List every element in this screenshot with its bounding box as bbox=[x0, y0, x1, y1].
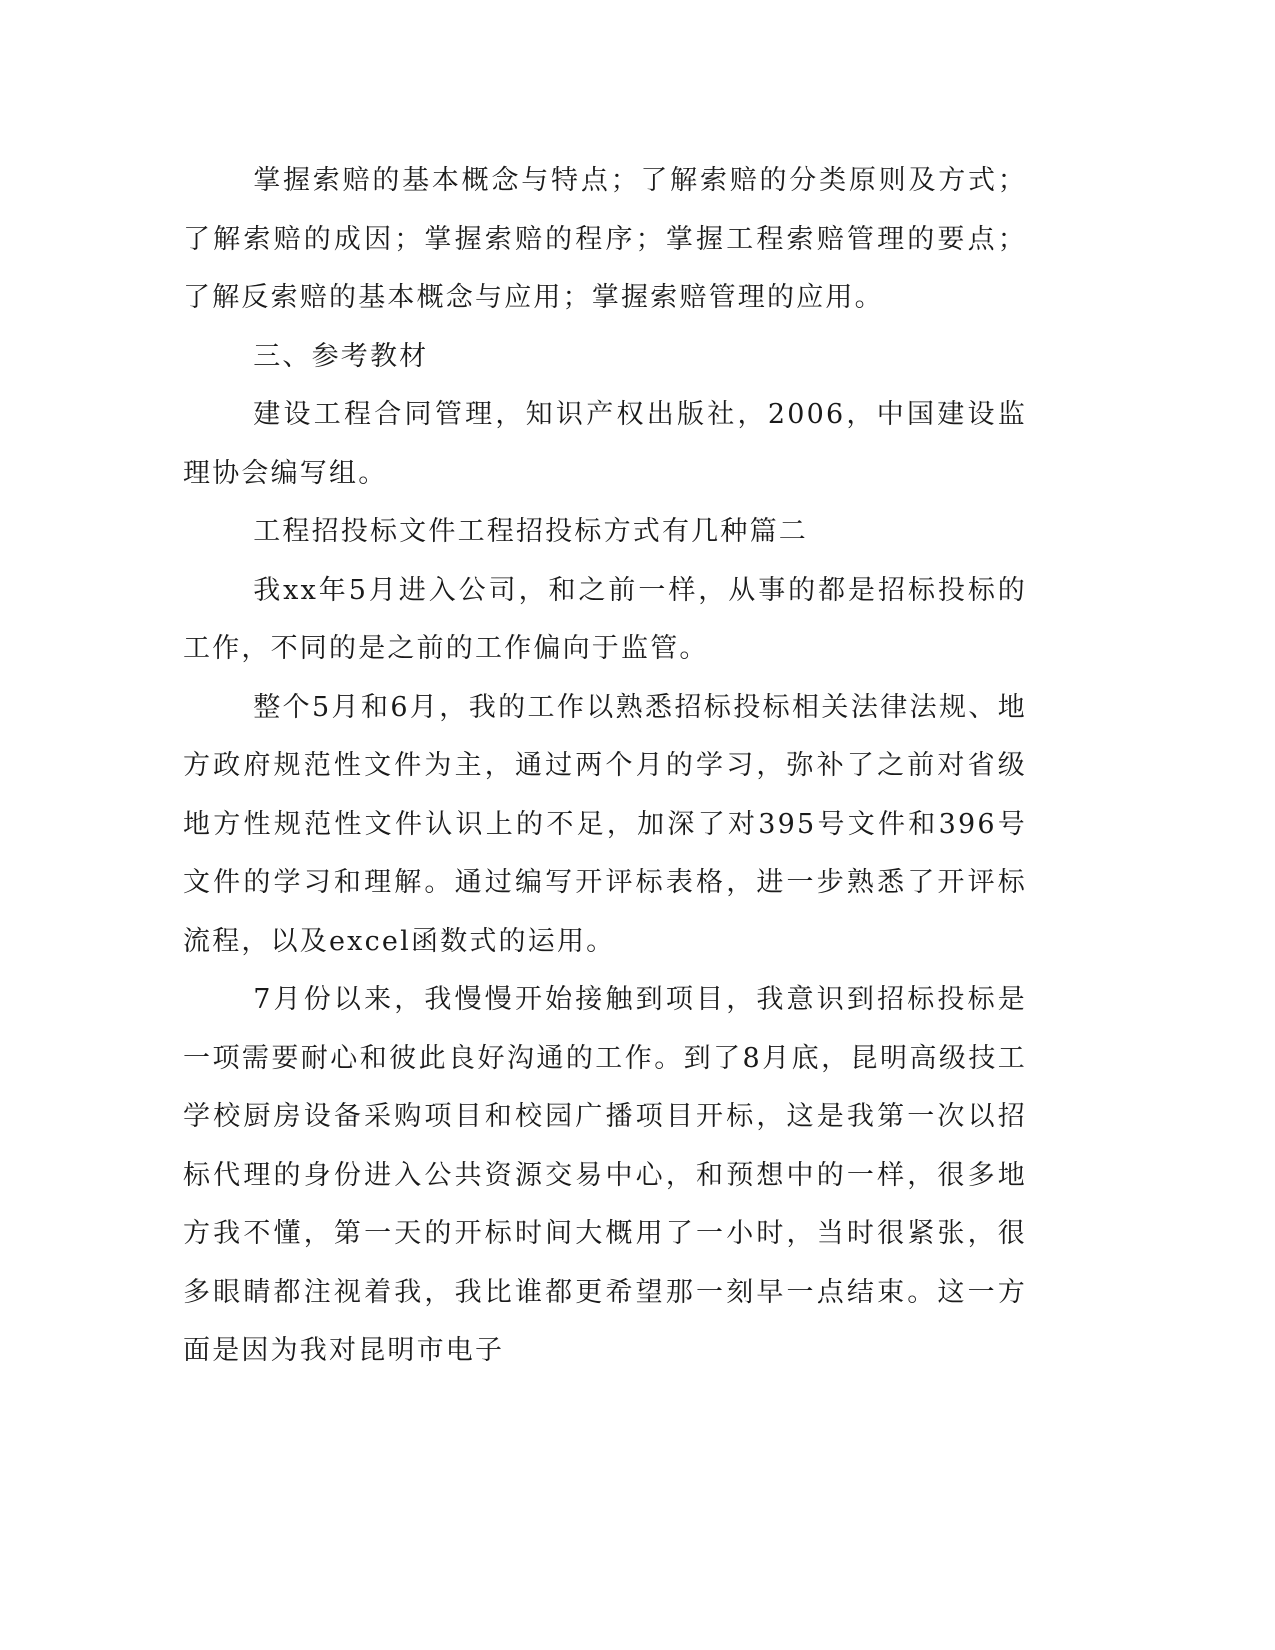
paragraph-july-onwards: 7月份以来，我慢慢开始接触到项目，我意识到招标投标是一项需要耐心和彼此良好沟通的工作。到了8月底，昆明高级技工学校厨房设备采购项目和校园广播项目开标，这是我第一次以招标代理的身份进入公共资源交易中心，和预想中的一样，很多地方我不懂，第一天的开标时间大概用了一小时，当时很紧张，很多眼睛都注视着我，我比谁都更希望那一刻早一点结束。这一方面是因为我对昆明市电子 bbox=[183, 984, 1027, 1366]
paragraph-reference-book: 建设工程合同管理，知识产权出版社，2006，中国建设监理协会编写组。 bbox=[183, 399, 1027, 489]
paragraph-claim-objectives: 掌握索赔的基本概念与特点；了解索赔的分类原则及方式；了解索赔的成因；掌握索赔的程序；掌握工程索赔管理的要点；了解反索赔的基本概念与应用；掌握索赔管理的应用。 bbox=[183, 165, 1027, 313]
document-body bbox=[183, 152, 1027, 1381]
article-title-part-two: 工程招投标文件工程招投标方式有几种篇二 bbox=[253, 516, 808, 547]
section-heading-reference-textbook: 三、参考教材 bbox=[253, 340, 429, 372]
paragraph-may-june-work: 整个5月和6月，我的工作以熟悉招标投标相关法律法规、地方政府规范性文件为主，通过两个月的学习，弥补了之前对省级地方性规范性文件认识上的不足，加深了对395号文件和396号文件的学习和理解。通过编写开评标表格，进一步熟悉了开评标流程，以及excel函数式的运用。 bbox=[183, 691, 1027, 957]
paragraph-joined-company: 我xx年5月进入公司，和之前一样，从事的都是招标投标的工作，不同的是之前的工作偏向于监管。 bbox=[183, 574, 1027, 664]
